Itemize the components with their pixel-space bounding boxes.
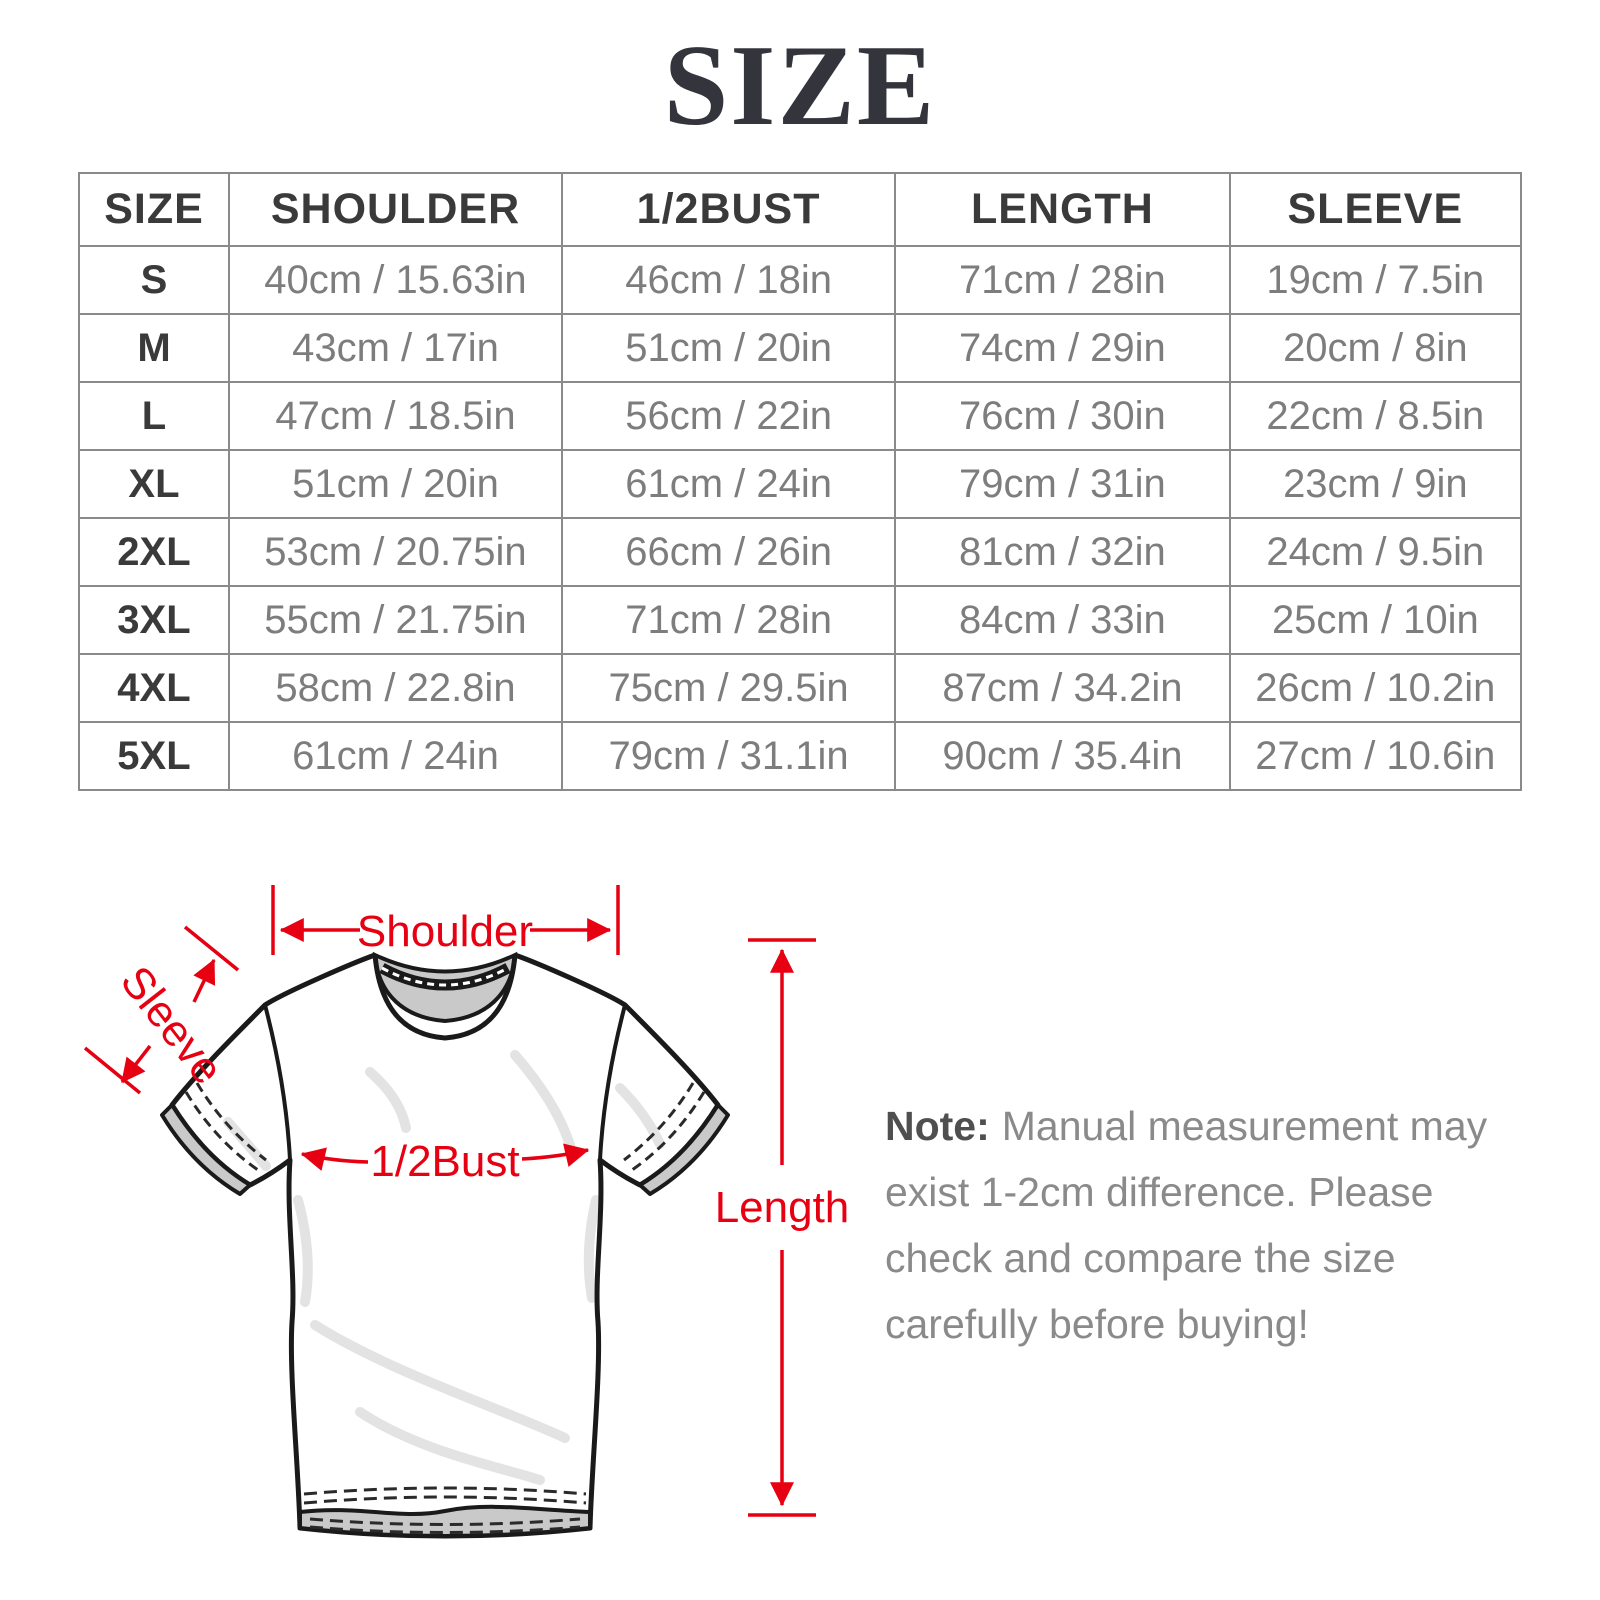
bust-label: 1/2Bust: [370, 1137, 520, 1186]
cell-shoulder: 55cm / 21.75in: [229, 586, 562, 654]
table-row: [79, 314, 1521, 382]
cell-size: 4XL: [79, 654, 229, 722]
cell-shoulder: 53cm / 20.75in: [229, 518, 562, 586]
cell-sleeve: 23cm / 9in: [1230, 450, 1521, 518]
cell-length: 87cm / 34.2in: [895, 654, 1230, 722]
cell-sleeve: 24cm / 9.5in: [1230, 518, 1521, 586]
cell-size: 5XL: [79, 722, 229, 790]
note-paragraph: [885, 1093, 1497, 1357]
cell-sleeve: 26cm / 10.2in: [1230, 654, 1521, 722]
table-row: [79, 586, 1521, 654]
length-label: Length: [714, 1183, 850, 1232]
cell-length: 71cm / 28in: [895, 246, 1230, 314]
col-header-bust: 1/2BUST: [562, 173, 895, 246]
cell-bust: 56cm / 22in: [562, 382, 895, 450]
cell-bust: 71cm / 28in: [562, 586, 895, 654]
cell-length: 90cm / 35.4in: [895, 722, 1230, 790]
cell-sleeve: 22cm / 8.5in: [1230, 382, 1521, 450]
table-row: [79, 654, 1521, 722]
table-header-row: [79, 173, 1521, 246]
sleeve-label: Sleeve: [110, 957, 233, 1094]
cell-size: M: [79, 314, 229, 382]
cell-shoulder: 61cm / 24in: [229, 722, 562, 790]
note-label: Note:: [885, 1103, 990, 1149]
col-header-size: SIZE: [79, 173, 229, 246]
table-row: [79, 722, 1521, 790]
table-row: [79, 382, 1521, 450]
note-text: Manual measurement may exist 1-2cm difference. Please check and compare the size carefully before buying!: [885, 1103, 1488, 1347]
cell-size: S: [79, 246, 229, 314]
cell-shoulder: 47cm / 18.5in: [229, 382, 562, 450]
table-row: [79, 246, 1521, 314]
cell-shoulder: 51cm / 20in: [229, 450, 562, 518]
shoulder-label: Shoulder: [356, 907, 534, 956]
cell-size: XL: [79, 450, 229, 518]
table-row: [79, 450, 1521, 518]
cell-shoulder: 43cm / 17in: [229, 314, 562, 382]
cell-length: 79cm / 31in: [895, 450, 1230, 518]
cell-bust: 66cm / 26in: [562, 518, 895, 586]
col-header-length: LENGTH: [895, 173, 1230, 246]
cell-size: 3XL: [79, 586, 229, 654]
tshirt-drawing: [162, 955, 728, 1536]
cell-length: 84cm / 33in: [895, 586, 1230, 654]
cell-length: 81cm / 32in: [895, 518, 1230, 586]
table-row: [79, 518, 1521, 586]
size-table: [78, 172, 1522, 791]
cell-bust: 61cm / 24in: [562, 450, 895, 518]
cell-size: 2XL: [79, 518, 229, 586]
cell-length: 76cm / 30in: [895, 382, 1230, 450]
cell-bust: 79cm / 31.1in: [562, 722, 895, 790]
cell-bust: 75cm / 29.5in: [562, 654, 895, 722]
col-header-sleeve: SLEEVE: [1230, 173, 1521, 246]
col-header-shoulder: SHOULDER: [229, 173, 562, 246]
cell-size: L: [79, 382, 229, 450]
cell-sleeve: 27cm / 10.6in: [1230, 722, 1521, 790]
cell-bust: 46cm / 18in: [562, 246, 895, 314]
cell-bust: 51cm / 20in: [562, 314, 895, 382]
cell-shoulder: 58cm / 22.8in: [229, 654, 562, 722]
page-title: SIZE: [663, 22, 937, 150]
cell-length: 74cm / 29in: [895, 314, 1230, 382]
cell-shoulder: 40cm / 15.63in: [229, 246, 562, 314]
measurement-diagram: [60, 860, 880, 1560]
cell-sleeve: 25cm / 10in: [1230, 586, 1521, 654]
cell-sleeve: 19cm / 7.5in: [1230, 246, 1521, 314]
cell-sleeve: 20cm / 8in: [1230, 314, 1521, 382]
